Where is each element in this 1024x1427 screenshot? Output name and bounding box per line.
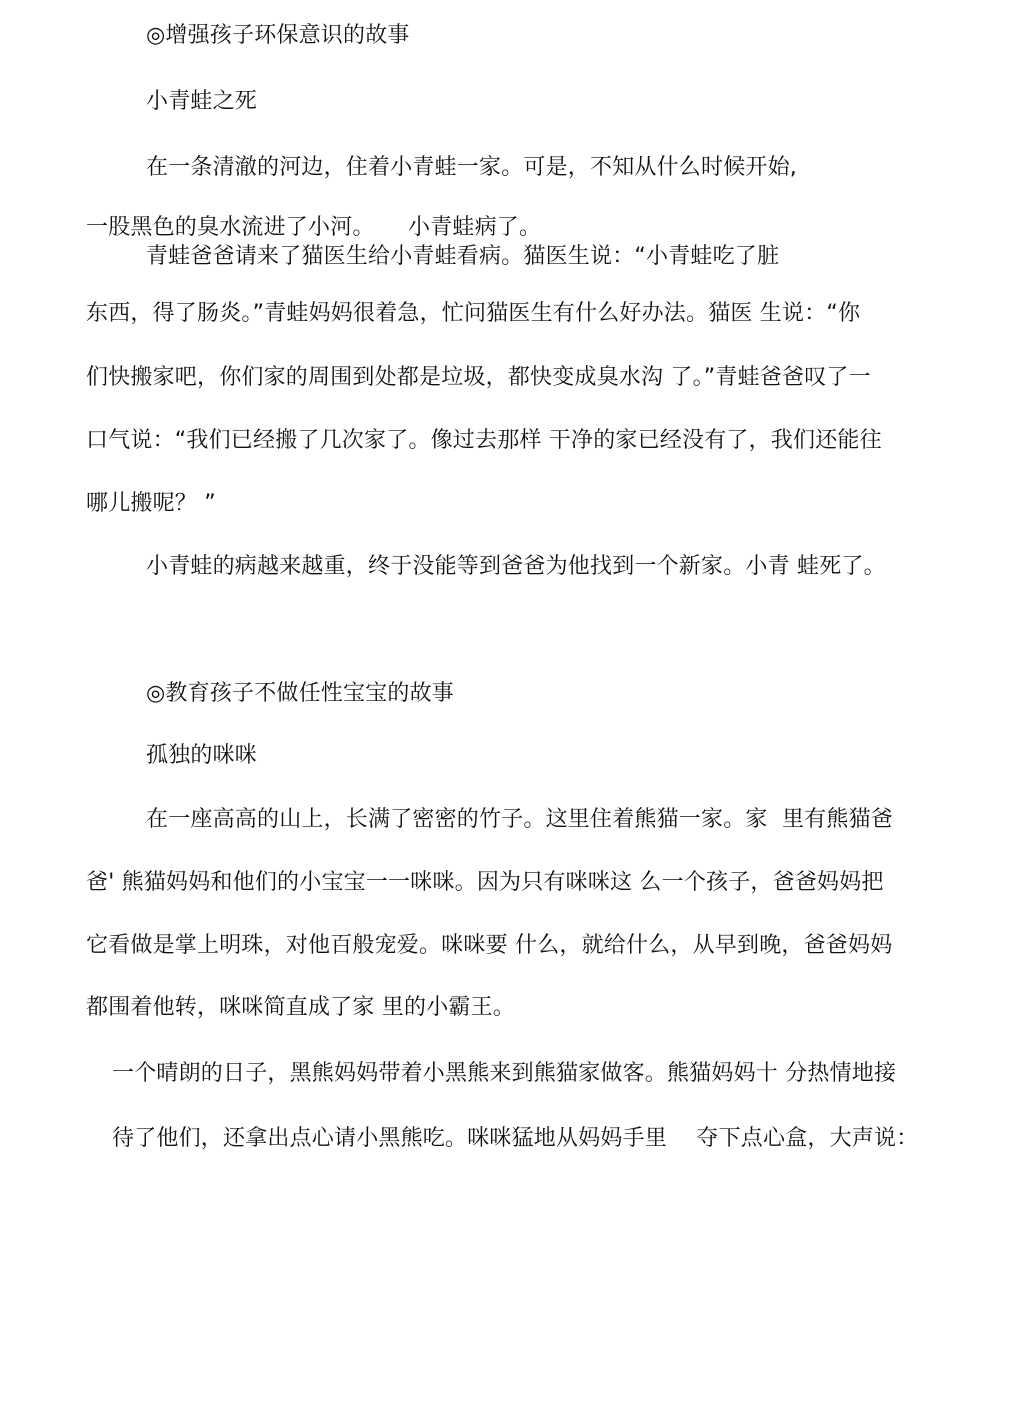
story1-line: 在一条清澈的河边，住着小青蛙一家。可是，不知从什么时候开始,: [146, 155, 797, 180]
story2-line: 它看做是掌上明珠，对他百般宠爱。咪咪要 什么，就给什么，从早到晚，爸爸妈妈: [86, 933, 893, 958]
story2-line: 一个晴朗的日子，黑熊妈妈带着小黑熊来到熊猫家做客。熊猫妈妈十 分热情地接: [112, 1061, 897, 1086]
story1-line: 哪儿搬呢？ ”: [86, 491, 216, 516]
story2-line: 在一座高高的山上，长满了密密的竹子。这里住着熊猫一家。家 里有熊猫爸: [146, 807, 893, 832]
story1-title: 小青蛙之死: [146, 89, 258, 114]
story1-heading: ◎增强孩子环保意识的故事: [146, 23, 410, 48]
story1-line: 一股黑色的臭水流进了小河。 小青蛙病了。: [86, 215, 542, 240]
story1-line: 口气说：“我们已经搬了几次家了。像过去那样 干净的家已经没有了，我们还能往: [86, 428, 882, 453]
story2-line: 待了他们，还拿出点心请小黑熊吃。咪咪猛地从妈妈手里 夺下点心盒，大声说：: [112, 1126, 919, 1151]
story2-heading: ◎教育孩子不做任性宝宝的故事: [146, 681, 454, 706]
story1-line: 小青蛙的病越来越重，终于没能等到爸爸为他找到一个新家。小青 蛙死了。: [146, 554, 886, 579]
story2-line: 爸' 熊猫妈妈和他们的小宝宝一一咪咪。因为只有咪咪这 么一个孩子，爸爸妈妈把: [86, 870, 884, 895]
story1-line: 们快搬家吧，你们家的周围到处都是垃圾，都快变成臭水沟 了。”青蛙爸爸叹了一: [86, 365, 871, 390]
story2-line: 都围着他转，咪咪简直成了家 里的小霸王。: [86, 995, 515, 1020]
story1-line: 青蛙爸爸请来了猫医生给小青蛙看病。猫医生说：“小青蛙吃了脏: [146, 244, 780, 269]
story1-line: 东西，得了肠炎。”青蛙妈妈很着急，忙问猫医生有什么好办法。猫医 生说：“你: [86, 301, 861, 326]
story2-title: 孤独的咪咪: [146, 743, 258, 768]
